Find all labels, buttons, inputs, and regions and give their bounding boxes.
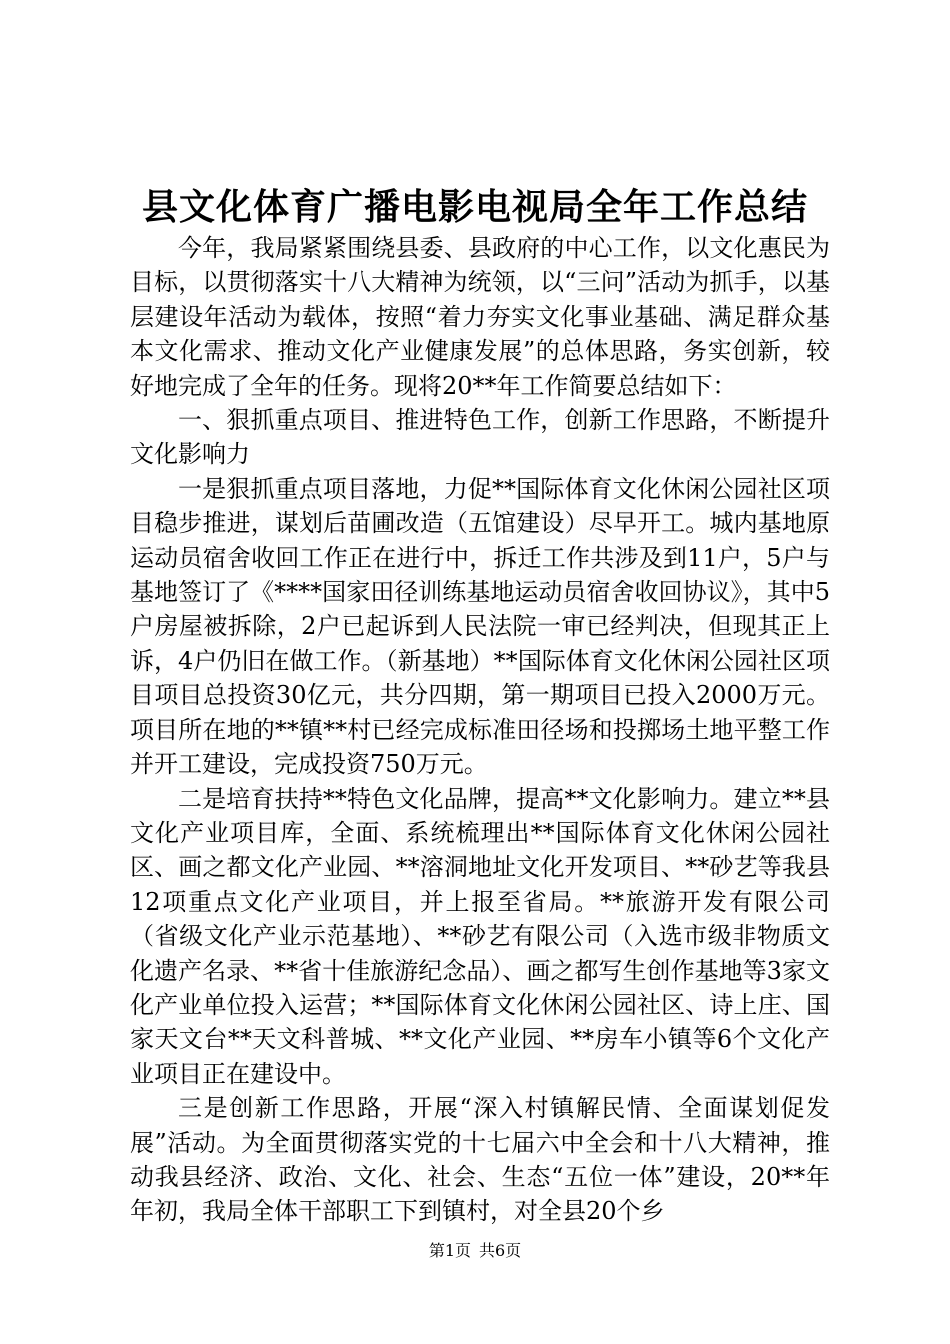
paragraph-intro: 今年，我局紧紧围绕县委、县政府的中心工作，以文化惠民为目标，以贯彻落实十八大精神为统领，以“三问”活动为抓手，以基层建设年活动为载体，按照“着力夯实文化事业基础、满足群众基本文化需求、推动文化产业健康发展”的总体思路，务实创新，较好地完成了全年的任务。现将20**年工作简要总结如下： <box>130 234 830 400</box>
paragraph-innovation: 三是创新工作思路，开展“深入村镇解民情、全面谋划促发展”活动。为全面贯彻落实党的十七届六中全会和十八大精神，推动我县经济、政治、文化、社会、生态“五位一体”建设，20**年年初，我局全体干部职工下到镇村，对全县20个乡 <box>130 1094 830 1226</box>
section-heading-1: 一、狠抓重点项目、推进特色工作，创新工作思路，不断提升文化影响力 <box>130 406 830 469</box>
paragraph-cultural-brand: 二是培育扶持**特色文化品牌，提高**文化影响力。建立**县文化产业项目库，全面、系统梳理出**国际体育文化休闲公园社区、画之都文化产业园、**溶洞地址文化开发项目、**砂艺等我县12项重点文化产业项目，并上报至省局。**旅游开发有限公司（省级文化产业示范基地）、**砂艺有限公司（入选市级非物质文化遗产名录、**省十佳旅游纪念品）、画之都写生创作基地等3家文化产业单位投入运营；**国际体育文化休闲公园社区、诗上庄、国家天文台**天文科普城、**文化产业园、**房车小镇等6个文化产业项目正在建设中。 <box>130 784 830 1088</box>
page-total: 共6页 <box>479 1241 522 1260</box>
document-body <box>130 231 830 1229</box>
document-title: 县文化体育广播电影电视局全年工作总结 <box>141 186 808 228</box>
paragraph-key-projects: 一是狠抓重点项目落地，力促**国际体育文化休闲公园社区项目稳步推进，谋划后苗圃改造（五馆建设）尽早开工。城内基地原运动员宿舍收回工作正在进行中，拆迁工作共涉及到11户，5户与基地签订了《****国家田径训练基地运动员宿舍收回协议》，其中5户房屋被拆除，2户已起诉到人民法院一审已经判决，但现其正上诉，4户仍旧在做工作。（新基地）**国际体育文化休闲公园社区项目项目总投资30亿元，共分四期，第一期项目已投入2000万元。项目所在地的**镇**村已经完成标准田径场和投掷场土地平整工作并开工建设，完成投资750万元。 <box>130 474 830 779</box>
page-number: 第1页 <box>428 1241 471 1260</box>
page-footer <box>0 1241 950 1261</box>
